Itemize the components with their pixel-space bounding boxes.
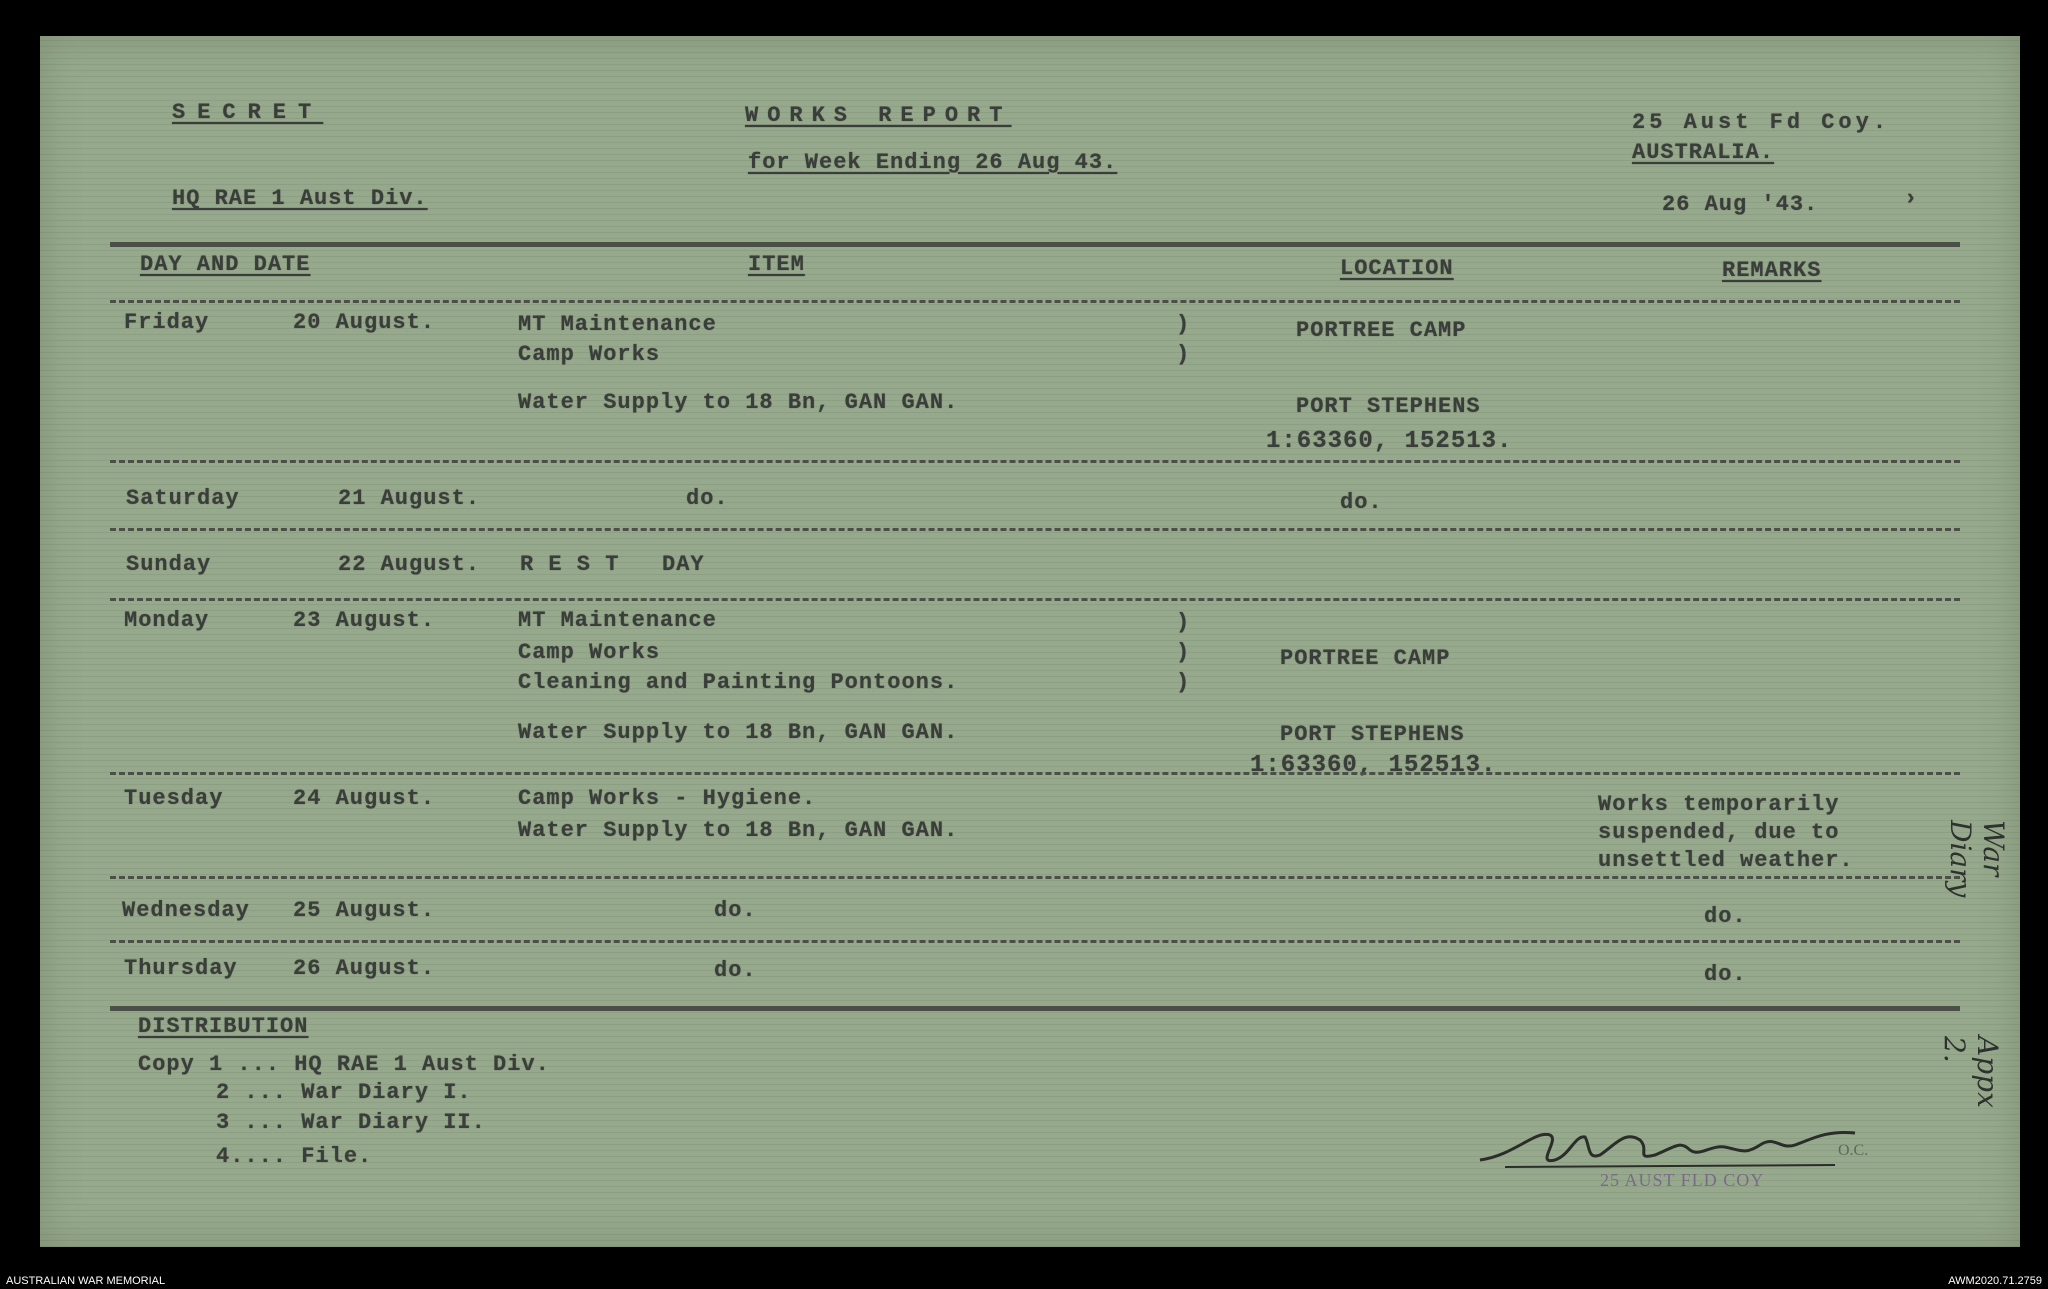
- row-date: 22 August.: [338, 552, 481, 577]
- row-bracket: ): [1176, 342, 1191, 367]
- distribution-heading: DISTRIBUTION: [138, 1014, 309, 1039]
- row-bracket: ): [1176, 312, 1191, 337]
- row-day: Tuesday: [124, 786, 224, 811]
- report-date: 26 Aug '43.: [1662, 192, 1819, 217]
- unit-name: 25 Aust Fd Coy.: [1632, 110, 1891, 135]
- row-rule: [110, 876, 1960, 879]
- row-day: Thursday: [124, 956, 238, 981]
- row-bracket: ): [1176, 640, 1191, 665]
- row-location: 1:63360, 152513.: [1250, 752, 1497, 779]
- row-rule: [110, 598, 1960, 601]
- margin-note-war-diary: War Diary: [1944, 820, 2010, 898]
- row-rule: [110, 300, 1960, 303]
- row-remarks: do.: [1704, 904, 1747, 929]
- row-item: Camp Works: [518, 342, 661, 367]
- row-item: do.: [714, 898, 757, 923]
- row-remarks: suspended, due to: [1598, 820, 1840, 845]
- row-date: 26 August.: [293, 956, 436, 981]
- row-day: Friday: [124, 310, 210, 335]
- margin-mark: ›: [1904, 186, 1919, 211]
- signature-title: O.C.: [1838, 1142, 1869, 1159]
- report-subtitle: for Week Ending 26 Aug 43.: [748, 150, 1118, 175]
- row-bracket: ): [1176, 670, 1191, 695]
- margin-note-appendix: Appx 2.: [1938, 1036, 2004, 1108]
- row-day: Wednesday: [122, 898, 250, 923]
- row-remarks: do.: [1704, 962, 1747, 987]
- row-date: 21 August.: [338, 486, 481, 511]
- row-item: Camp Works: [518, 640, 661, 665]
- row-date: 24 August.: [293, 786, 436, 811]
- row-remarks: unsettled weather.: [1598, 848, 1854, 873]
- row-item: MT Maintenance: [518, 312, 717, 337]
- row-item: Water Supply to 18 Bn, GAN GAN.: [518, 818, 959, 843]
- column-header-location: LOCATION: [1340, 256, 1454, 281]
- footer-accession-number: AWM2020.71.2759: [1948, 1275, 2042, 1287]
- row-item: MT Maintenance: [518, 608, 717, 633]
- table-bottom-rule: [110, 1006, 1960, 1011]
- row-date: 25 August.: [293, 898, 436, 923]
- row-day: Sunday: [126, 552, 212, 577]
- signature-image: [1475, 1115, 1875, 1175]
- distribution-line: 4.... File.: [216, 1144, 373, 1169]
- row-date: 20 August.: [293, 310, 436, 335]
- row-rule: [110, 772, 1960, 775]
- row-item: Water Supply to 18 Bn, GAN GAN.: [518, 390, 959, 415]
- distribution-line: 2 ... War Diary I.: [216, 1080, 472, 1105]
- row-location: PORT STEPHENS: [1280, 722, 1465, 747]
- row-location: do.: [1340, 490, 1383, 515]
- row-item: do.: [714, 958, 757, 983]
- column-header-item: ITEM: [748, 252, 805, 277]
- row-bracket: ): [1176, 610, 1191, 635]
- row-item: Water Supply to 18 Bn, GAN GAN.: [518, 720, 959, 745]
- addressee: HQ RAE 1 Aust Div.: [172, 186, 428, 211]
- row-location: PORTREE CAMP: [1296, 318, 1467, 343]
- unit-stamp: 25 AUST FLD COY: [1600, 1170, 1765, 1190]
- row-item: R E S T DAY: [520, 552, 705, 577]
- row-remarks: Works temporarily: [1598, 792, 1840, 817]
- row-date: 23 August.: [293, 608, 436, 633]
- classification-label: SECRET: [172, 100, 324, 125]
- distribution-line: Copy 1 ... HQ RAE 1 Aust Div.: [138, 1052, 550, 1077]
- footer-archive-name: AUSTRALIAN WAR MEMORIAL: [6, 1275, 166, 1287]
- header-rule: [110, 242, 1960, 247]
- distribution-line: 3 ... War Diary II.: [216, 1110, 486, 1135]
- row-rule: [110, 528, 1960, 531]
- column-header-remarks: REMARKS: [1722, 258, 1822, 283]
- row-location: PORTREE CAMP: [1280, 646, 1451, 671]
- row-item: Camp Works - Hygiene.: [518, 786, 817, 811]
- row-item: Cleaning and Painting Pontoons.: [518, 670, 959, 695]
- row-day: Saturday: [126, 486, 240, 511]
- row-day: Monday: [124, 608, 210, 633]
- row-rule: [110, 940, 1960, 943]
- column-header-day: DAY AND DATE: [140, 252, 311, 277]
- country: AUSTRALIA.: [1632, 140, 1775, 165]
- report-title: WORKS REPORT: [745, 103, 1012, 128]
- row-item: do.: [686, 486, 729, 511]
- row-rule: [110, 460, 1960, 463]
- row-location: 1:63360, 152513.: [1266, 428, 1513, 455]
- row-location: PORT STEPHENS: [1296, 394, 1481, 419]
